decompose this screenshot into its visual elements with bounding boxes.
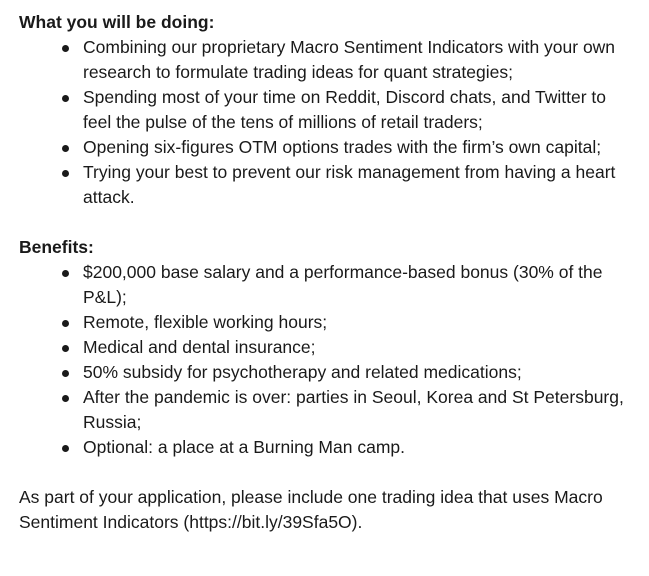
application-note-end: ). — [351, 512, 363, 532]
benefits-heading: Benefits: — [19, 237, 94, 257]
bullet-icon — [62, 320, 69, 327]
application-note — [19, 485, 637, 535]
spacer — [19, 460, 637, 485]
benefits-list — [19, 260, 637, 460]
duties-section — [19, 10, 637, 210]
list-item-text: 50% subsidy for psychotherapy and related medications; — [83, 362, 522, 382]
list-item-text: Optional: a place at a Burning Man camp. — [83, 437, 405, 457]
list-item — [83, 335, 637, 360]
bullet-icon — [62, 345, 69, 352]
bullet-icon — [62, 370, 69, 377]
duties-list — [19, 35, 637, 210]
list-item-text: After the pandemic is over: parties in Seoul, Korea and St Petersburg, Russia; — [83, 387, 624, 432]
indicators-link[interactable]: https://bit.ly/39Sfa5O — [189, 512, 352, 532]
list-item — [83, 310, 637, 335]
bullet-icon — [62, 45, 69, 52]
list-item — [83, 260, 637, 310]
list-item-text: Trying your best to prevent our risk management from having a heart attack. — [83, 162, 616, 207]
bullet-icon — [62, 270, 69, 277]
application-note-text: As part of your application, please include one trading idea that uses Macro Sentiment Indicators ( — [19, 487, 603, 532]
list-item-text: Medical and dental insurance; — [83, 337, 316, 357]
duties-heading: What you will be doing: — [19, 12, 215, 32]
bullet-icon — [62, 95, 69, 102]
bullet-icon — [62, 395, 69, 402]
benefits-section — [19, 235, 637, 460]
list-item — [83, 85, 637, 135]
list-item-text: Spending most of your time on Reddit, Discord chats, and Twitter to feel the pulse of the tens of millions of retail traders; — [83, 87, 606, 132]
list-item — [83, 435, 637, 460]
list-item — [83, 385, 637, 435]
list-item — [83, 35, 637, 85]
list-item-text: Combining our proprietary Macro Sentiment Indicators with your own research to formulate trading ideas for quant strategies; — [83, 37, 616, 82]
bullet-icon — [62, 445, 69, 452]
bullet-icon — [62, 170, 69, 177]
bullet-icon — [62, 145, 69, 152]
list-item-text: Opening six-figures OTM options trades with the firm’s own capital; — [83, 137, 602, 157]
list-item-text: Remote, flexible working hours; — [83, 312, 328, 332]
list-item-text: $200,000 base salary and a performance-based bonus (30% of the P&L); — [83, 262, 603, 307]
list-item — [83, 135, 637, 160]
list-item — [83, 160, 637, 210]
spacer — [19, 210, 637, 235]
list-item — [83, 360, 637, 385]
